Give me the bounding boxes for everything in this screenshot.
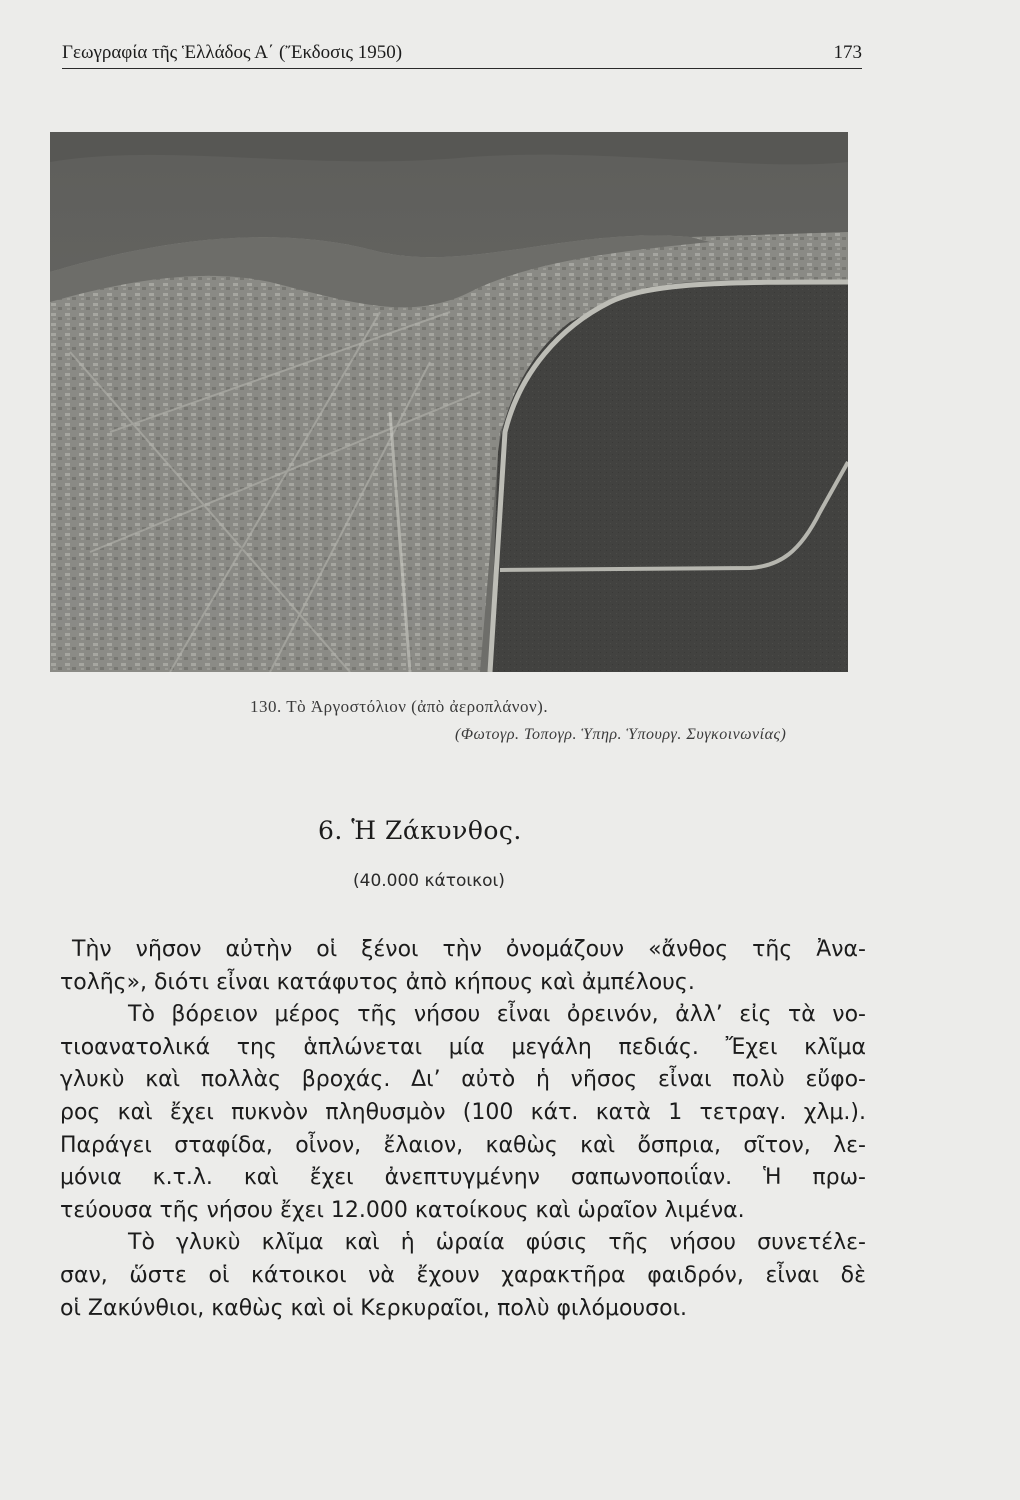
body-line: Τὴν νῆσον αὐτὴν οἱ ξένοι τὴν ὀνομάζουν «ἄνθος τῆς Ἀνα- <box>72 937 866 962</box>
body-line: μόνια κ.τ.λ. καὶ ἔχει ἀνεπτυγμένην σαπωνοποιΐαν. Ἡ πρω- <box>60 1165 866 1191</box>
body-line: τεύουσα τῆς νήσου ἔχει 12.000 κατοίκους καὶ ὡραῖον λιμένα. <box>60 1197 745 1223</box>
running-header <box>62 40 862 69</box>
book-title: Γεωγραφία τῆς Ἑλλάδος Α΄ (Ἔκδοσις 1950) <box>62 42 403 63</box>
body-line: Τὸ γλυκὺ κλῖμα καὶ ἡ ὡραία φύσις τῆς νήσου συνετέλε- <box>128 1230 866 1256</box>
section-heading: 6. Ἡ Ζάκυνθος. <box>318 816 522 845</box>
aerial-photo-argostoli <box>50 132 848 672</box>
body-line: ρος καὶ ἔχει πυκνὸν πληθυσμὸν (100 κάτ. κατὰ 1 τετραγ. χλμ.). <box>60 1099 866 1125</box>
body-line: σαν, ὥστε οἱ κάτοικοι νὰ ἔχουν χαρακτῆρα φαιδρόν, εἶναι δὲ <box>60 1262 866 1288</box>
body-line: οἱ Ζακύνθιοι, καθὼς καὶ οἱ Κερκυραῖοι, πολὺ φιλόμουσοι. <box>60 1295 687 1321</box>
body-line: τιοανατολικά της ἁπλώνεται μία μεγάλη πεδιάς. Ἔχει κλῖμα <box>60 1034 866 1060</box>
aerial-photo-drawing <box>50 132 848 672</box>
body-line: Παράγει σταφίδα, οἶνον, ἔλαιον, καθὼς καὶ ὄσπρια, σῖτον, λε- <box>60 1132 866 1158</box>
figure-credit: (Φωτογρ. Τοπογρ. Ὑπηρ. Ὑπουργ. Συγκοινωνίας) <box>455 726 787 743</box>
body-line: τολῆς», διότι εἶναι κατάφυτος ἀπὸ κήπους καὶ ἀμπέλους. <box>60 969 695 995</box>
body-line: Τὸ βόρειον μέρος τῆς νήσου εἶναι ὀρεινόν, ἀλλ’ εἰς τὰ νο- <box>128 1002 866 1028</box>
figure-caption: 130. Τὸ Ἀργοστόλιον (ἀπὸ ἀεροπλάνον). <box>250 697 549 716</box>
body-line: γλυκὺ καὶ πολλὰς βροχάς. Δι’ αὐτὸ ἡ νῆσος εἶναι πολὺ εὔφο- <box>60 1067 866 1093</box>
population-note: (40.000 κάτοικοι) <box>353 871 505 891</box>
page-number: 173 <box>833 42 862 63</box>
body-text <box>60 934 866 1325</box>
